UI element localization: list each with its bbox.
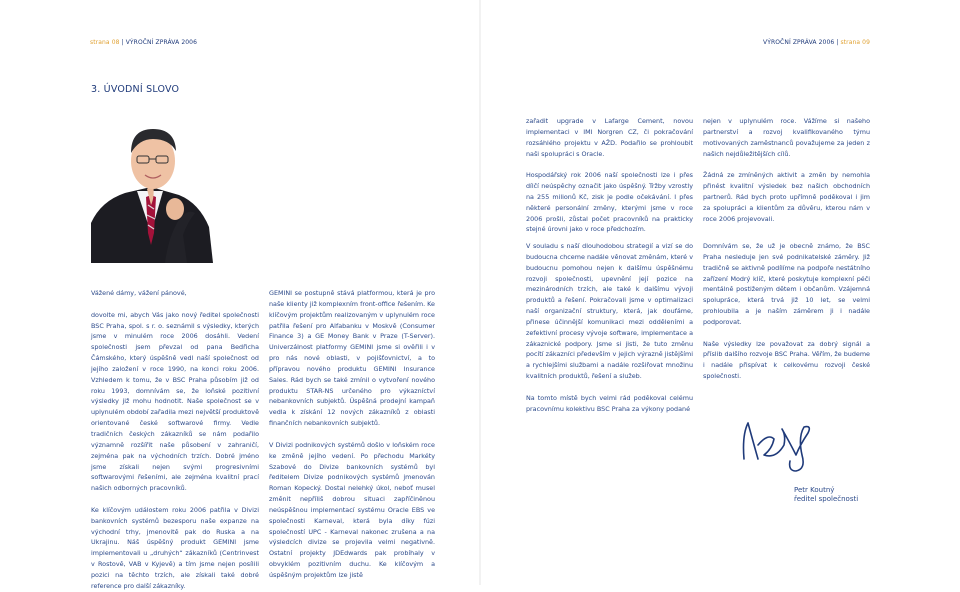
intro-column-3-top [526, 116, 693, 235]
salutation: Vážené dámy, vážení pánové, [91, 289, 187, 297]
portrait-illustration [91, 105, 213, 263]
intro-column-1 [91, 288, 259, 592]
right-page-number: strana 09 [840, 39, 870, 46]
right-header-separator: | [836, 39, 839, 46]
director-portrait [91, 105, 213, 263]
paragraph: V souladu s naší dlouhodobou strategií a vizí se do budoucna chceme nadále věnovat změnám, které v budoucnu pomohou nejen k dalšímu úspěšnému rozvoji společnosti, upevnění její pozice na mezinárodních trzích, ale také k dalšímu vývoji produktů a řešení. Pokračovali jsme v optimalizaci naší organizační struktury, která, jak doufáme, přinese účinnější komunikaci mezi odděleními a zefektivní procesy vývoje software, implementace a zákaznické podpory. Jsme si jisti, že tuto změnu pocítí zákazníci především v jejich výrazně jistějšími a rychlejšími službami a nadále rozšiřovat množinu kvalitních produktů, řešení a služeb. [526, 242, 693, 381]
signatory-name: Petr Koutný [794, 486, 835, 494]
paragraph: Ke klíčovým událostem roku 2006 patřila v Divizi bankovních systémů bezesporu naše expanze na východní trhy, jmenovitě pak do Ruska a na Ukrajinu. Náš úspěšný produkt GEMINI jsme implementovali u „druhých“ zákazníků (Centrinvest v Rostově, VAB v Kyjevě) a tím jsme nejen posílili pozici na těchto trzích, ale získali také dobré reference pro další zákazníky. [91, 505, 259, 590]
right-header-label: VÝROČNÍ ZPRÁVA 2006 [763, 39, 835, 46]
handwritten-signature [738, 415, 828, 475]
paragraph: V Divizi podnikových systémů došlo v loňském roce ke změně jejího vedení. Po přechodu Markéty Szabové do Divize bankovních systémů byl ředitelem Divize podnikových systémů jmenován Roman Kopecký. Dostal nelehký úkol, neboť musel změnit nepříliš dobrou situaci zapříčiněnou neúspěšnou implementací systému Oracle EBS ve společnosti Karneval, která byla díky fúzi společností UPC - Karneval nakonec zrušena a na výsledcích divize se projevila velmi negativně. Ostatní projekty JDEdwards pak probíhaly v obvyklém pozitivním duchu. Ke klíčovým a úspěšným projektům lze jistě [269, 440, 435, 579]
paragraph: GEMINI se postupně stává platformou, která je pro naše klienty již komplexním front-office řešením. Ke klíčovým projektům realizovaným v uplynulém roce patřila řešení pro Alfabanku v Moskvě (Consumer Finance 3) a GE Money Bank v Praze (T-Server). Univerzálnost platformy GEMINI jsme si ověřili i v pro nás nové oblasti, v pojišťovnictví, a to přípravou nového produktu GEMINI Insurance Sales. Rád bych se také zmínil o vytvoření nového produktu STAR-NS určeného pro výkazníctví nebankovních subjektů. Úspěšná prodejní kampaň vedla k získání 12 nových zákazníků z oblasti finančních nebankovních subjektů. [269, 289, 435, 428]
paragraph: nejen v uplynulém roce. Vážíme si našeho partnerství a rozvoj kvalifikovaného týmu motivovaných zaměstnanců považujeme za jeden z našich nejdůležitějších cílů. [703, 117, 870, 158]
paragraph: Na tomto místě bych velmi rád poděkoval celému pracovnímu kolektivu BSC Praha za výkony podané [526, 393, 693, 413]
intro-column-4-top [703, 116, 870, 224]
intro-column-3-bottom [526, 241, 693, 415]
signatory-role: ředitel společnosti [794, 495, 859, 503]
paragraph: Naše výsledky lze považovat za dobrý signál a příslib dalšího rozvoje BSC Praha. Věřím, že budeme i nadále přispívat k celkovému rozvoji české společnosti. [703, 339, 870, 381]
left-page-header [90, 39, 197, 46]
left-header-label: VÝROČNÍ ZPRÁVA 2006 [125, 39, 197, 46]
paragraph: Žádná ze zmíněných aktivit a změn by nemohla přinést kvalitní výsledek bez našich obchodních partnerů. Rád bych proto upřímně poděkoval i jim za spolupráci a klientům za důvěru, kterou nám v roce 2006 projevovali. [703, 171, 870, 223]
intro-column-4-bottom [703, 241, 870, 382]
paragraph: Domnívám se, že už je obecně známo, že BSC Praha nesleduje jen své podnikatelské záměry. Již tradičně se aktivně podílíme na podpoře nestátního zařízení Modrý klíč, které poskytuje komplexní péči mentálně postiženým dětem i občanům. Vzájemná spolupráce, která trvá již 10 let, se velmi prohloubila a je naším záměrem ji i nadále podporovat. [703, 242, 870, 326]
left-page-number: strana 08 [90, 39, 120, 46]
paragraph: dovolte mi, abych Vás jako nový ředitel společnosti BSC Praha, spol. s r. o. seznámil s výsledky, kterých jsme v minulém roce 2006 dosáhli. Vedení společnosti jsem převzal od pana Bedřicha Čámského, který úspěšně vedl naší společnost od jejího založení v roce 1990, na konci roku 2006. Vzhledem k tomu, že v BSC Praha působím již od roku 1993, domnívám se, že loňské pozitivní výsledky již mohu hodnotit. Naše společnost se v uplynulém období zařadila mezi největší produktově orientované české softwarové firmy. Vedle tradičních českých zákazníků se nám podařilo významně rozšířit naše působení v zahraničí, zejména pak na východních trzích. Dobré jméno jsme získali nejen svými progresivními softwarovými řešeními, ale zejména kvalitní prací našich odborných pracovníků. [91, 310, 259, 493]
right-page-header [763, 39, 870, 46]
signatory [794, 486, 858, 504]
page-gutter [479, 0, 481, 585]
paragraph: zařadit upgrade v Lafarge Cement, novou implementaci v IMI Norgren CZ, či pokračování rozsáhlého projektu v AŽD. Podařilo se prohloubit naši spolupráci s Oracle. [526, 117, 693, 158]
section-title: 3. ÚVODNÍ SLOVO [91, 84, 180, 95]
left-header-separator: | [121, 39, 124, 46]
paragraph: Hospodářský rok 2006 naší společnosti lze i přes dílčí neúspěchy označit jako úspěšný. Tržby vzrostly na 255 milionů Kč, zisk je podle očekávání. I přes některé personální změny, kterými jsme v roce 2006 prošli, zůstal počet pracovníků na prakticky stejné úrovni jako v roce předchozím. [526, 171, 693, 234]
intro-column-2 [269, 288, 435, 581]
